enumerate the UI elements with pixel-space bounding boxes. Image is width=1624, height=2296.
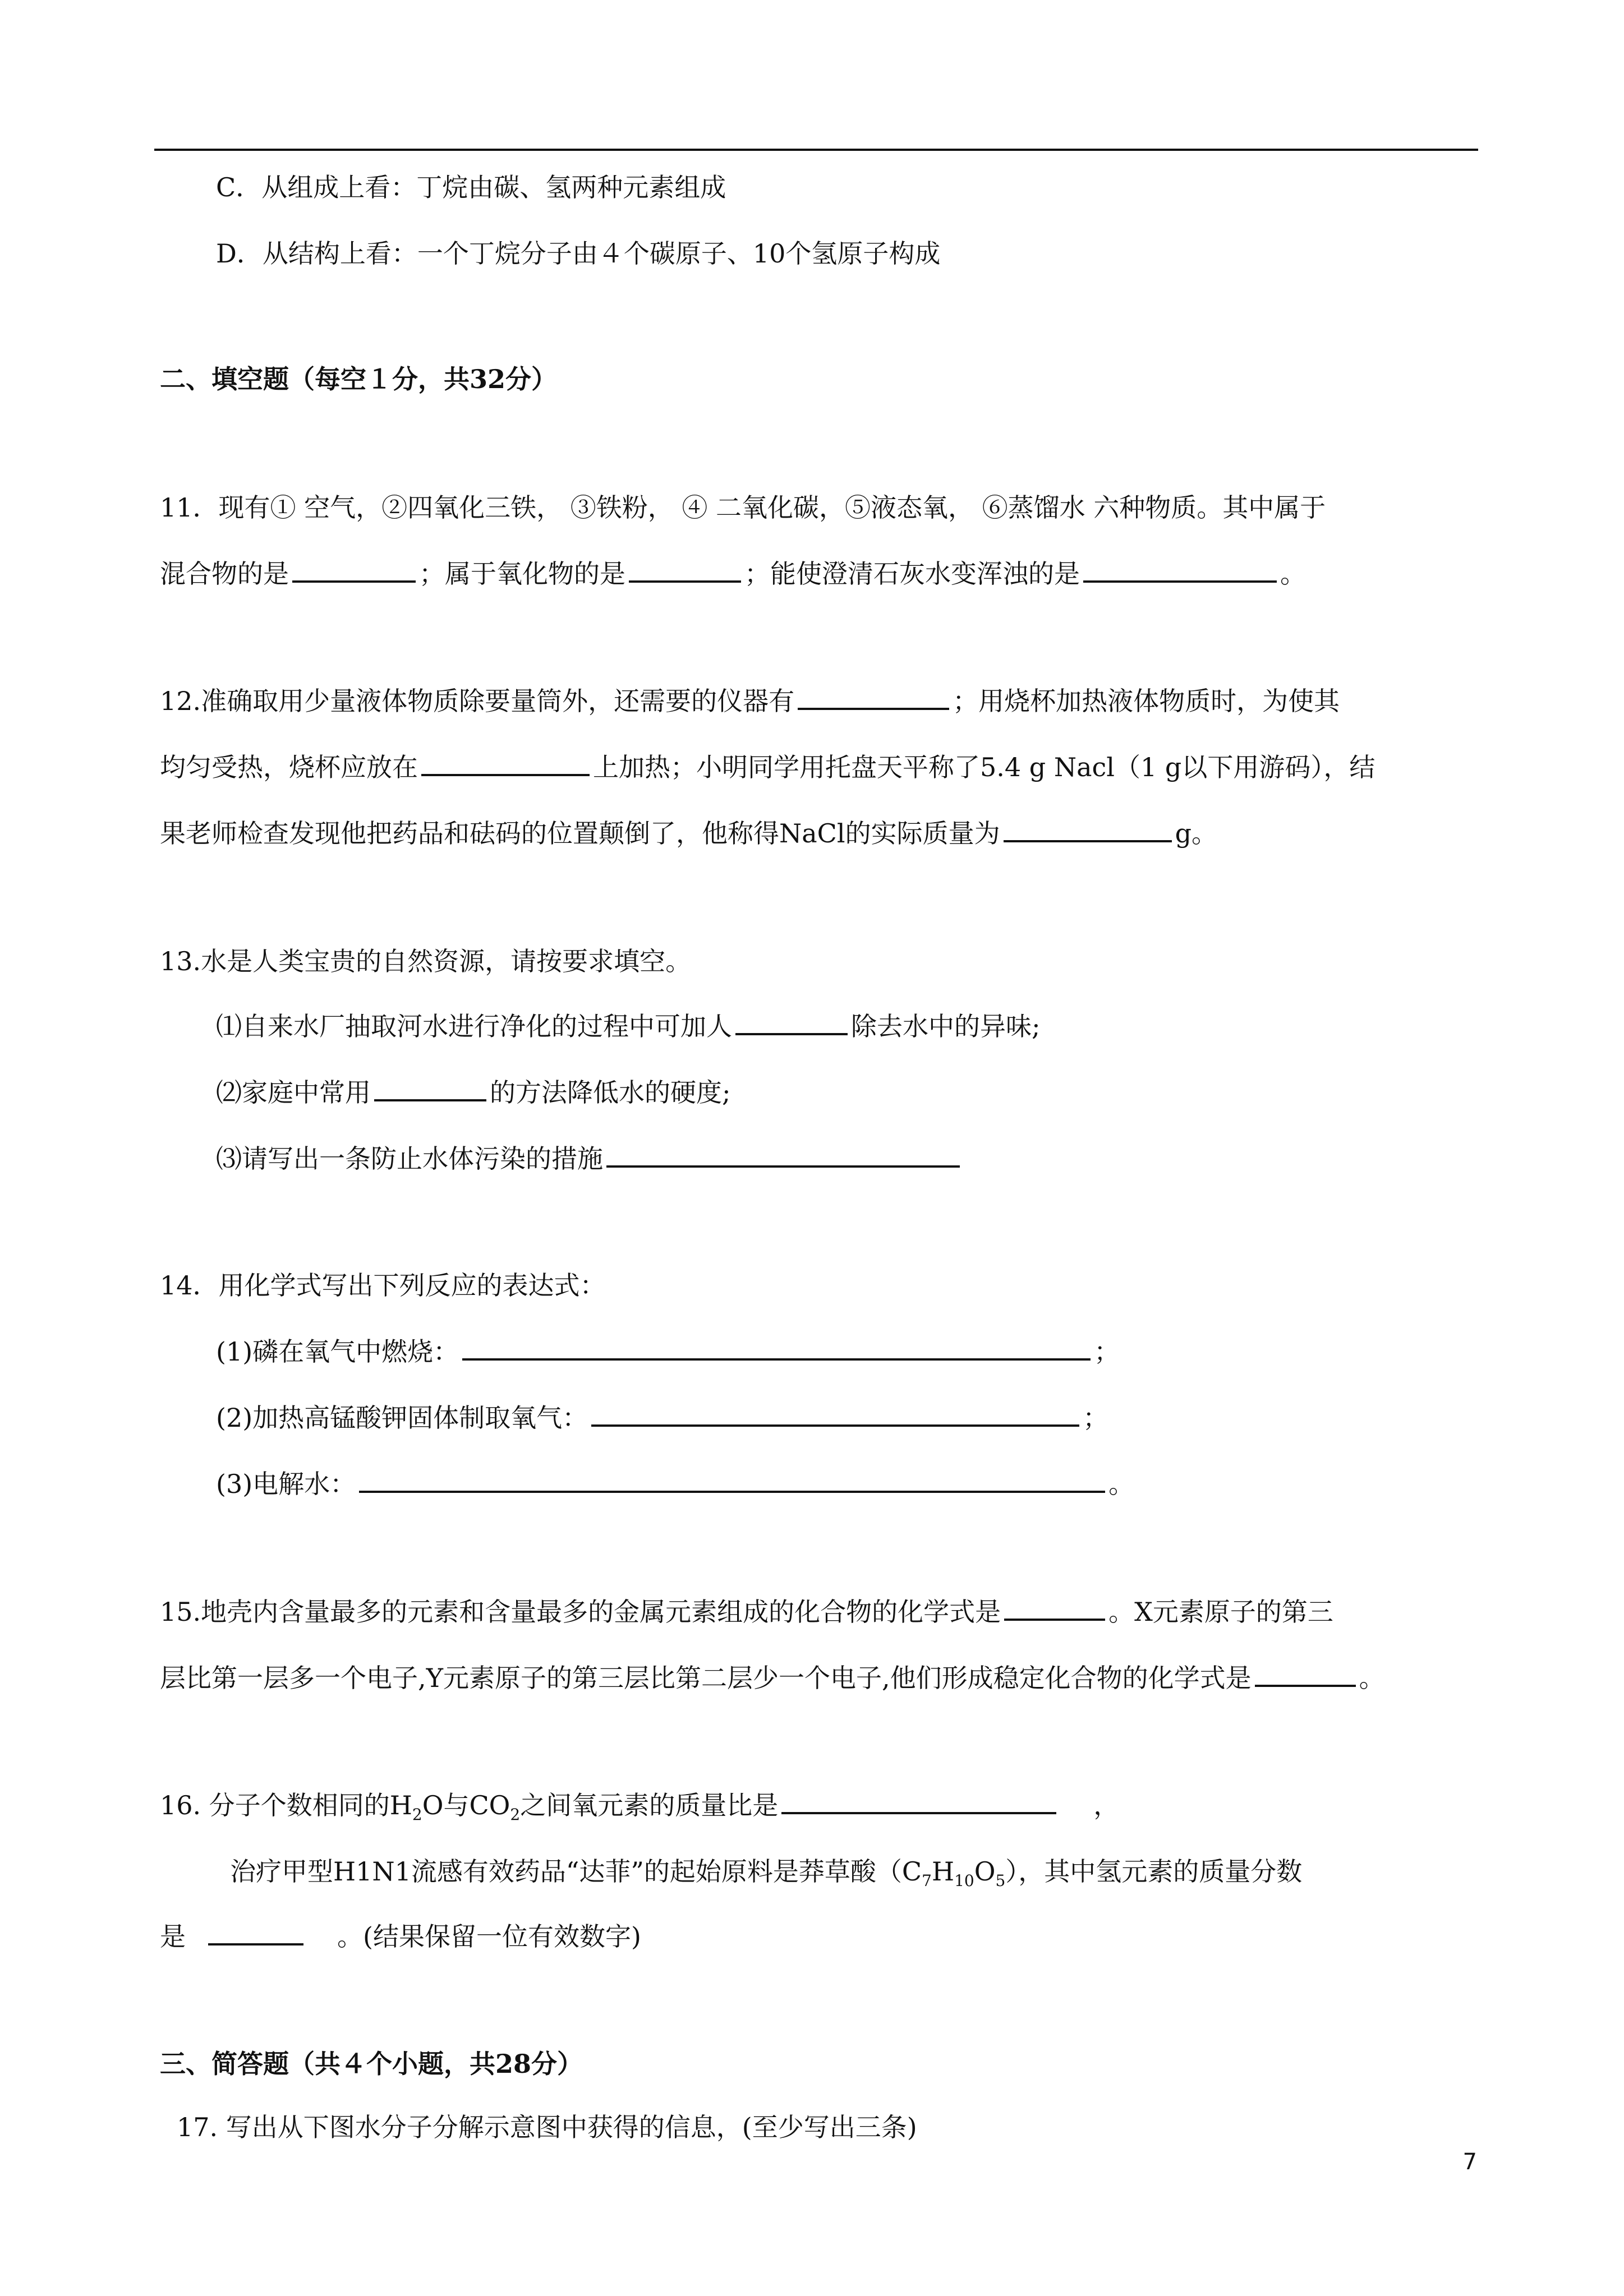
q16-text-f: H: [931, 1856, 955, 1887]
q11-line2: [160, 557, 1306, 591]
q16-text-d: ，: [1093, 1790, 1120, 1820]
q15-text-d: 。: [1359, 1663, 1385, 1693]
q15-line2: [160, 1661, 1385, 1695]
q16-line2: [230, 1855, 1302, 1898]
q13-sub2-tail: 的方法降低水的硬度;: [490, 1077, 731, 1108]
q11-blank-oxide[interactable]: [629, 558, 741, 583]
q14-blank-phosphorus[interactable]: [462, 1336, 1091, 1361]
q14-sub2-tail: ；: [1083, 1403, 1109, 1433]
section-2-title: 二、填空题（每空１分，共32分）: [160, 364, 558, 394]
q14-sub3-tail: 。: [1108, 1469, 1135, 1499]
q13-sub1: [216, 1009, 1041, 1043]
q15-blank-formula2[interactable]: [1255, 1662, 1356, 1687]
q14-blank-kmno4[interactable]: [591, 1402, 1079, 1427]
option-c: C．从组成上看：丁烷由碳、氢两种元素组成: [216, 172, 726, 202]
q16-sub-o: 5: [995, 1871, 1006, 1891]
q16-text-j: 。(结果保留一位有效数字): [337, 1921, 641, 1952]
q16-sub-co2: 2: [510, 1805, 521, 1824]
q14-blank-electrolysis[interactable]: [359, 1468, 1105, 1493]
option-d: D．从结构上看：一个丁烷分子由４个碳原子、10个氢原子构成: [216, 238, 941, 269]
q13-sub2: [216, 1076, 731, 1109]
q12-blank-mass[interactable]: [1004, 818, 1172, 842]
q13-blank-pollution[interactable]: [606, 1143, 960, 1168]
q11-text-c: ；能使澄清石灰水变浑浊的是: [744, 559, 1080, 589]
q11-text-a: 混合物的是: [160, 559, 289, 589]
q15-text-c: 层比第一层多一个电子,Y元素原子的第三层比第二层少一个电子,他们形成稳定化合物的化学式是: [160, 1663, 1252, 1693]
q13-sub1-tail: 除去水中的异味;: [851, 1011, 1041, 1041]
q11-line1: 11．现有① 空气，②四氧化三铁， ③铁粉， ④ 二氧化碳，⑤液态氧， ⑥蒸馏水 六种物质。其中属于: [160, 492, 1326, 523]
q16-text-g: O: [974, 1856, 996, 1887]
q14-sub3: [216, 1467, 1134, 1501]
q15-text-a: 15.地壳内含量最多的元素和含量最多的金属元素组成的化合物的化学式是: [160, 1597, 1001, 1627]
q11-blank-mixture[interactable]: [292, 558, 416, 583]
q14-sub3-text: (3)电解水：: [216, 1469, 356, 1499]
q11-text-d: 。: [1280, 559, 1306, 589]
q15-blank-formula1[interactable]: [1004, 1596, 1105, 1621]
q14-line1: 14．用化学式写出下列反应的表达式：: [160, 1270, 606, 1301]
section-3-title: 三、简答题（共４个小题，共28分）: [160, 2049, 583, 2079]
q13-line1: 13.水是人类宝贵的自然资源，请按要求填空。: [160, 946, 692, 976]
q12-line1: [160, 684, 1340, 718]
q11-text-b: ；属于氧化物的是: [419, 559, 625, 589]
header-rule: [154, 149, 1478, 151]
q11-blank-limewater[interactable]: [1083, 558, 1277, 583]
q12-text-c: 均匀受热，烧杯应放在: [160, 752, 418, 782]
q14-sub1-text: (1)磷在氧气中燃烧：: [216, 1336, 459, 1367]
q16-text-h: ），其中氢元素的质量分数: [1005, 1856, 1303, 1887]
q12-text-b: ；用烧杯加热液体物质时，为使其: [953, 686, 1340, 716]
q14-sub2: [216, 1401, 1108, 1435]
q17-line1: 17. 写出从下图水分子分解示意图中获得的信息，(至少写出三条): [177, 2112, 917, 2142]
q12-text-f: g。: [1175, 818, 1218, 849]
q12-line3: [160, 817, 1217, 850]
q14-sub1-tail: ；: [1094, 1336, 1120, 1367]
q14-sub1: [216, 1335, 1120, 1368]
q12-blank-instrument[interactable]: [798, 685, 949, 710]
q15-text-b: 。X元素原子的第三: [1108, 1597, 1333, 1627]
q16-text-e: 治疗甲型H1N1流感有效药品“达菲”的起始原料是莽草酸（C: [230, 1856, 922, 1887]
q16-sub-h2o: 2: [412, 1805, 422, 1824]
q12-text-d: 上加热；小明同学用托盘天平称了5.4 g Nacl（1 g以下用游码），结: [593, 752, 1375, 782]
q13-sub1-text: ⑴自来水厂抽取河水进行净化的过程中可加人: [216, 1011, 732, 1041]
q16-text-c: 之间氧元素的质量比是: [520, 1790, 779, 1820]
q12-text-e: 果老师检查发现他把药品和砝码的位置颠倒了，他称得NaCl的实际质量为: [160, 818, 1000, 849]
q16-blank-fraction[interactable]: [208, 1921, 303, 1945]
q15-line1: [160, 1595, 1333, 1629]
q16-sub-c: 7: [922, 1871, 932, 1891]
q16-text-a: 16. 分子个数相同的H: [160, 1790, 412, 1820]
q13-blank-hardness[interactable]: [374, 1077, 486, 1101]
q14-sub2-text: (2)加热高锰酸钾固体制取氧气：: [216, 1403, 588, 1433]
q12-line2: [160, 750, 1375, 784]
q13-sub3: [216, 1142, 963, 1175]
q12-text-a: 12.准确取用少量液体物质除要量筒外，还需要的仪器有: [160, 686, 795, 716]
page-number: 7: [1462, 2149, 1477, 2175]
q16-line1: [160, 1788, 1119, 1832]
q16-line3: [160, 1920, 641, 1953]
q13-sub3-text: ⑶请写出一条防止水体污染的措施: [216, 1144, 603, 1174]
q16-text-b: O与CO: [422, 1790, 510, 1820]
q16-sub-h: 10: [954, 1871, 974, 1891]
q12-blank-heating[interactable]: [421, 751, 590, 776]
q16-text-i: 是: [160, 1921, 186, 1952]
q13-sub2-text: ⑵家庭中常用: [216, 1077, 371, 1108]
q13-blank-odor[interactable]: [735, 1011, 848, 1035]
q16-blank-ratio[interactable]: [781, 1790, 1056, 1814]
